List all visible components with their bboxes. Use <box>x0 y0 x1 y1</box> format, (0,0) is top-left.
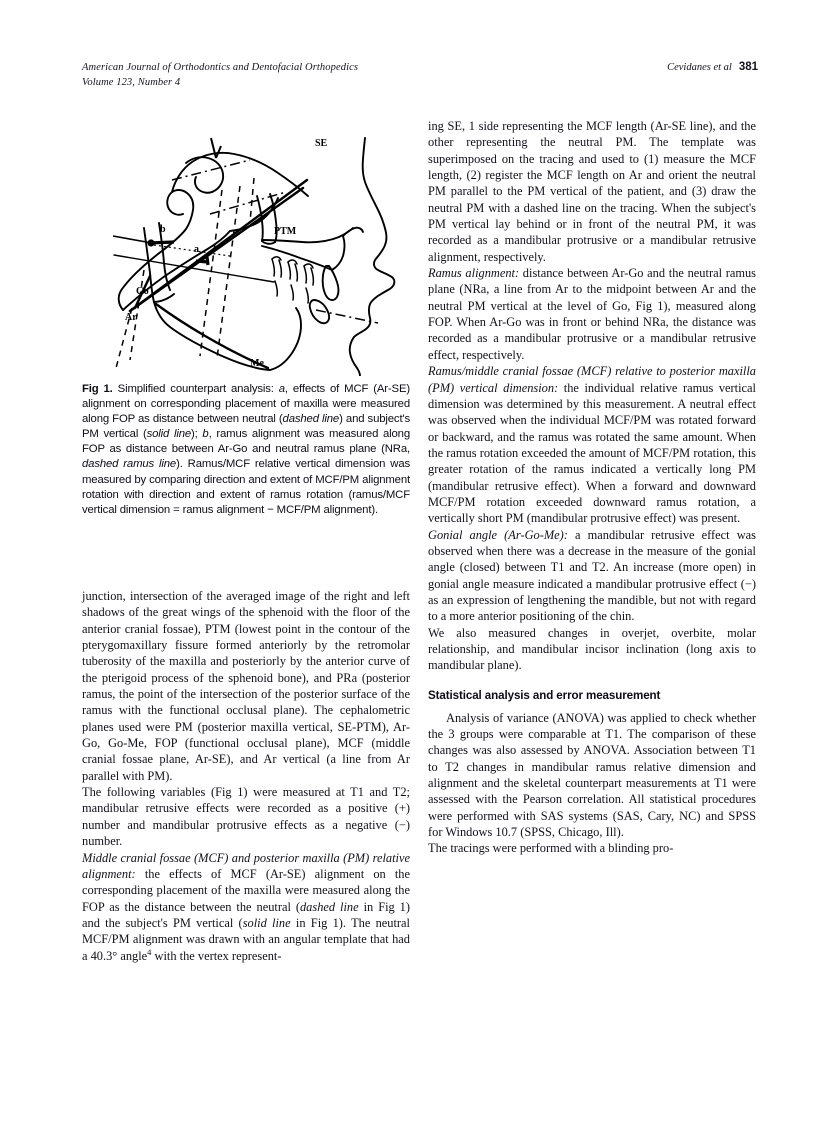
caption-run-4: ); <box>191 428 203 441</box>
label-se: SE <box>315 138 328 149</box>
paragraph-ramus-alignment <box>428 265 756 363</box>
figure-1 <box>82 118 410 518</box>
caption-italic-b: b <box>202 428 209 441</box>
text-run: a mandibular retrusive effect was observed when there was a decrease in the measure of the gonial angle (closed) between T1 and T2. An increase (more open) in gonial angle measure indicated a mandibular protrusive effect (−) as an expression of lengthening the mandible, but not with regard to a more anterior positioning of the chin. <box>428 527 756 624</box>
term-ramus-mcf-vertical: Ramus/middle cranial fossae (MCF) relative to posterior maxilla (PM) vertical dimension: <box>428 364 756 395</box>
cephalogram-svg <box>82 118 410 376</box>
caption-run-6: ). Ramus/MCF relative vertical dimension was measured by comparing direction and extent of MCF/PM alignment rotation with direction and extent of ramus rotation (ramus/MCF vertical dimension = ramus alignment − MCF/PM alignment). <box>82 458 410 516</box>
label-me: Me <box>250 358 264 369</box>
text-run: with the vertex represent- <box>151 948 282 963</box>
running-head-authors: Cevidanes et al <box>667 62 732 73</box>
caption-italic-nra: dashed ramus line <box>82 458 177 471</box>
section-heading-statistical-analysis: Statistical analysis and error measurement <box>428 688 661 702</box>
text-run: distance between Ar-Go and the neutral ramus plane (NRa, a line from Ar to the midpoint between Ar and the neutral PM vertical at the level of Go, Fig 1), measured along FOP. When Ar-Go was in front or behind NRa, the distance was recorded as a mandibular protrusive or a mandibular retrusive effect, respectively. <box>428 266 756 362</box>
term-mcf-pm-alignment: Middle cranial fossae (MCF) and posterior maxilla (PM) relative alignment: <box>82 850 410 881</box>
figure-caption <box>82 382 410 518</box>
caption-italic-solid: solid line <box>146 428 192 441</box>
label-ptm: PTM <box>274 226 297 237</box>
caption-italic-dashed: dashed line <box>282 413 340 426</box>
label-ar: Ar <box>125 312 137 323</box>
caption-run-5: , ramus alignment was measured along FOP as distance between Ar-Go and neutral ramus plane (NRa, <box>82 428 410 456</box>
label-b: b <box>160 224 166 235</box>
text-run: ing SE, 1 side representing the MCF length (Ar-SE line), and the other representing the neutral PM. The template was superimposed on the tracing and used to (1) measure the MCF length, (2) register the MCF length on Ar and orient the neutral PM parallel to the PM vertical of the patient, and (3) draw the neutral PM with a dashed line on the tracing. When the subject's PM vertical lay behind or in front of the neutral PM, it was recorded as a mandibular protrusive or a mandibular retrusive alignment, respectively. <box>428 119 756 264</box>
text-run: junction, intersection of the averaged image of the right and left shadows of the great wings of the sphenoid with the floor of the anterior cranial fossae), PTM (lowest point in the contour of the pterygomaxillary fissure formed anteriorly by the retromolar tuberosity of the maxilla and posteriorly by the anterior curve of the pterigoid process of the sphenoid bone), and PRa (posterior ramus, the point of the intersection of the posterior surface of the ramus with the functional occlusal plane). The cephalometric planes used were PM (posterior maxilla vertical, SE-PTM), Ar-Go, Go-Me, FOP (functional occlusal plane), MCF (middle cranial fossae plane, Ar-SE), and Ar vertical (a line from Ar parallel with PM). <box>82 589 410 783</box>
caption-run-1: Simplified counterpart analysis: <box>112 383 279 395</box>
cephalometric-tracing-art <box>82 118 410 376</box>
text-run: in Fig 1). The neutral MCF/PM alignment was drawn with an angular template that had a 40.3° angle <box>82 915 410 963</box>
journal-volume: Volume 123, Number 4 <box>82 77 181 88</box>
paragraph-ing-se <box>428 118 756 265</box>
term-ramus-alignment: Ramus alignment: <box>428 266 520 281</box>
left-column-body <box>82 588 410 964</box>
text-run: Analysis of variance (ANOVA) was applied to check whether the 3 groups were comparable at T1. The comparison of these changes was also assessed by ANOVA. Association between T1 to T2 changes in mandibular ramus relative dimension and alignment and the skeletal counterpart measurements at T1 were assessed with the Pearson correlation. All statistical procedures were performed with SAS systems (SAS, Cary, NC) and SPSS for Windows 10.7 (SPSS, Chicago, Ill). <box>428 710 756 840</box>
paragraph-also-measured <box>428 625 756 674</box>
caption-run-3: ) and subject's PM vertical ( <box>82 413 410 441</box>
right-column <box>428 118 756 857</box>
caption-italic-a: a <box>278 383 285 395</box>
paragraph-variables <box>82 784 410 849</box>
running-head-journal <box>82 60 358 90</box>
text-run: We also measured changes in overjet, overbite, molar relationship, and mandibular incisor inclination (long axis to mandibular plane). <box>428 625 756 673</box>
text-run: the effects of MCF (Ar-SE) alignment on the corresponding placement of the maxilla were measured along the FOP as the distance between the neutral ( <box>82 866 410 914</box>
running-head-right <box>667 60 758 75</box>
text-run: The following variables (Fig 1) were measured at T1 and T2; mandibular retrusive effects were recorded as a positive (+) number and mandibular protrusive effects as a negative (−) number. <box>82 785 410 849</box>
label-go: Go <box>136 286 149 297</box>
text-run: in Fig 1) and the subject's PM vertical ( <box>82 899 411 930</box>
text-run: the individual relative ramus vertical dimension was determined by this measurement. A neutral effect was observed when the individual MCF/PM was rotated forward or backward, and the ramus was rotated the same amount. When the ramus rotation exceeded the amount of MCF/PM rotation, this greater rotation of the ramus indicated a vertically long PM (mandibular retrusive effect). When a forward and downward MCF/PM rotation exceeded downward ramus rotation, a vertically short PM (mandibular protrusive effect) was present. <box>428 380 756 526</box>
emph-dashed-line: dashed line <box>299 899 359 914</box>
paragraph-ramus-mcf <box>428 363 756 526</box>
label-a: a <box>194 244 199 255</box>
figure-caption-number: Fig 1. <box>82 383 113 395</box>
term-gonial-angle: Gonial angle (Ar-Go-Me): <box>428 527 568 542</box>
reference-marker-4: 4 <box>147 946 152 957</box>
running-head <box>82 60 758 94</box>
text-run: The tracings were performed with a blinding pro- <box>428 841 674 856</box>
paragraph-mcf-pm <box>82 850 410 964</box>
page-number: 381 <box>738 61 758 73</box>
paragraph-anova <box>428 710 756 841</box>
paragraph-tracings <box>428 840 756 856</box>
paragraph-gonial-angle <box>428 527 756 625</box>
caption-run-2: , effects of MCF (Ar-SE) alignment on corresponding placement of maxilla were measured along FOP as distance between neutral ( <box>82 383 410 426</box>
journal-title: American Journal of Orthodontics and Dentofacial Orthopedics <box>82 62 359 73</box>
emph-solid-line: solid line <box>242 915 291 930</box>
paragraph-junction <box>82 588 410 784</box>
